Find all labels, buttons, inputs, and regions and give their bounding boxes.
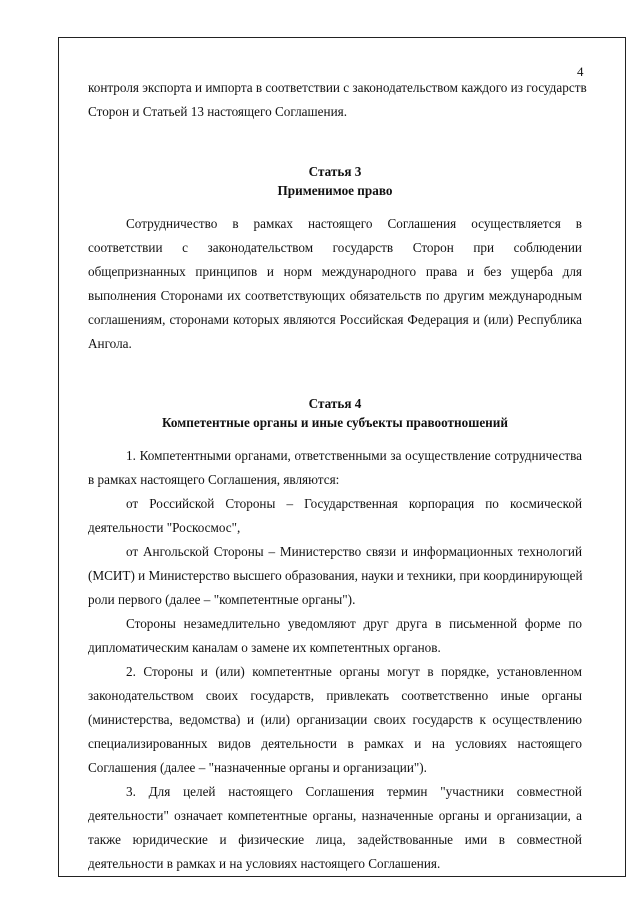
article-3-line: Ангола. <box>88 336 132 351</box>
article-3-line: общепризнанных принципов и норм международного права и без ущерба для <box>88 264 582 279</box>
article-4-number: Статья 4 <box>308 396 362 411</box>
article-4-line: законодательством своих государств, привлекать соответственно иные органы <box>88 688 582 703</box>
article-4-line: 1. Компетентными органами, ответственными за осуществление сотрудничества <box>126 448 582 463</box>
article-3-line: выполнения Сторонами их соответствующих обязательств по другим международным <box>88 288 582 303</box>
article-4-line: от Российской Стороны – Государственная корпорация по космической <box>126 496 582 511</box>
article-3-title: Применимое право <box>277 183 393 198</box>
article-3-line: соглашениям, сторонами которых являются Российская Федерация и (или) Республика <box>88 312 582 327</box>
article-3-line: Сотрудничество в рамках настоящего Соглашения осуществляется в <box>126 216 582 231</box>
article-4-line: 2. Стороны и (или) компетентные органы могут в порядке, установленном <box>126 664 582 679</box>
article-4-line: Соглашения (далее – "назначенные органы и организации"). <box>88 760 427 775</box>
article-4-line: специализированных видов деятельности в рамках и на условиях настоящего <box>88 736 582 751</box>
article-4-line: деятельности" означает компетентные органы, назначенные органы и организации, а <box>88 808 582 823</box>
article-4-line: в рамках настоящего Соглашения, являются: <box>88 472 340 487</box>
article-4-line: роли первого (далее – "компетентные органы"). <box>88 592 356 607</box>
article-4-line: деятельности "Роскосмос", <box>88 520 241 535</box>
page-number: 4 <box>577 64 584 79</box>
intro-line: контроля экспорта и импорта в соответствии с законодательством каждого из государств <box>88 80 587 95</box>
article-3-line: соответствии с законодательством государств Сторон при соблюдении <box>88 240 582 255</box>
article-4-line: (министерства, ведомства) и (или) организации своих государств к осуществлению <box>88 712 582 727</box>
article-4-line: Стороны незамедлительно уведомляют друг друга в письменной форме по <box>126 616 582 631</box>
article-4-title: Компетентные органы и иные субъекты правоотношений <box>162 415 508 430</box>
article-4-line: от Ангольской Стороны – Министерство связи и информационных технологий <box>126 544 582 559</box>
article-4-line: 3. Для целей настоящего Соглашения термин "участники совместной <box>126 784 582 799</box>
article-4-line: деятельности в рамках и на условиях настоящего Соглашения. <box>88 856 441 871</box>
article-4-line: также юридические и физические лица, задействованные ими в совместной <box>88 832 582 847</box>
intro-line: Сторон и Статьей 13 настоящего Соглашения. <box>88 104 348 119</box>
article-3-number: Статья 3 <box>308 164 362 179</box>
article-4-line: дипломатическим каналам о замене их компетентных органов. <box>88 640 441 655</box>
document-body <box>88 76 587 876</box>
article-4-line: (МСИТ) и Министерство высшего образования, науки и техники, при координирующей <box>88 568 583 583</box>
